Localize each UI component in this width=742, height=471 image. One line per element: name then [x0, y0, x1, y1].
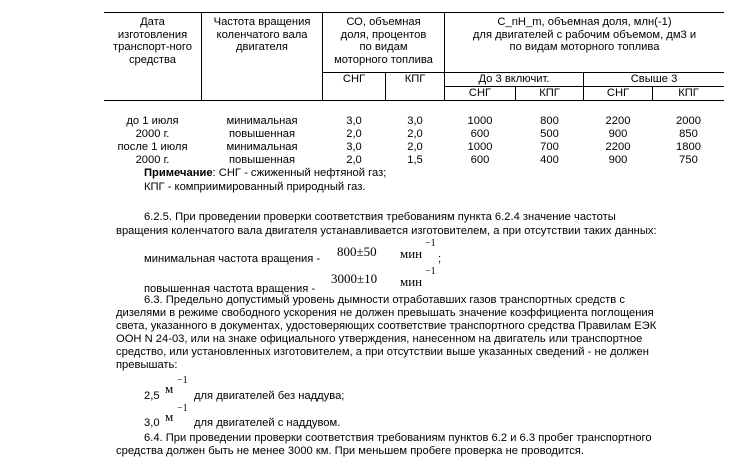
section-63-line4: ООН N 24-03, или на знаке официального утверждения, нанесенном на двигатель или транспортное: [116, 333, 643, 345]
row-co-sng: 3,0: [346, 141, 362, 153]
smoke-value-2: 3,0: [144, 417, 160, 429]
header-date: Дата изготовления транспорт-ного средства: [113, 16, 192, 66]
header-co-kpg: КПГ: [404, 73, 426, 85]
section-625-line1: 6.2.5. При проведении проверки соответствия требованиям пункта 6.2.4 значение частоты: [144, 211, 616, 223]
row-ch2-sng: 2200: [605, 115, 631, 127]
header-ch1-kpg: КПГ: [539, 87, 560, 99]
section-63-line1: 6.3. Предельно допустимый уровень дымности отработавших газов транспортных средств с: [144, 294, 625, 306]
smoke-value-1: 2,5: [144, 390, 160, 402]
section-625-line2: вращения коленчатого вала двигателя устанавливается изготовителем, а при отсутствии таких данных:: [116, 225, 657, 237]
row-date: до 1 июля: [126, 115, 179, 127]
section-63-line5: средство, или установленных изготовителем, а при отсутствии выше указанных сведений - не должен: [116, 346, 649, 358]
row-speed: повышенная: [228, 128, 296, 140]
row-co-sng: 2,0: [346, 128, 362, 140]
row-co-sng: 3,0: [346, 115, 362, 127]
table-top-rule: [104, 12, 724, 13]
min-speed-unit: мин: [400, 246, 423, 261]
smoke-unit-1: м: [165, 381, 174, 396]
high-speed-value: 3000±10: [331, 271, 378, 286]
section-63-line3: света, указанного в документах, удостоверяющих соответствие транспортного средства Правилам ЕЭК: [116, 320, 657, 332]
row-ch1-kpg: 700: [540, 141, 559, 153]
row-ch1-sng: 600: [470, 154, 490, 166]
header-ch: C_nH_m, объемная доля, млн(-1) для двигателей с рабочим объемом, дм3 и по видам моторного топлива: [472, 16, 697, 53]
header-speed: Частота вращения коленчатого вала двигателя: [213, 16, 311, 53]
row-ch1-sng: 1000: [467, 115, 493, 127]
row-ch1-sng: 1000: [467, 141, 493, 153]
row-ch1-sng: 600: [470, 128, 490, 140]
row-ch1-kpg: 400: [540, 154, 559, 166]
smoke-text-1: для двигателей без наддува;: [194, 390, 345, 402]
min-speed-end: ;: [438, 253, 442, 265]
smoke-text-2: для двигателей с наддувом.: [194, 417, 341, 429]
note-line2: КПГ - комприимированный природный газ.: [144, 181, 366, 193]
row-co-kpg: 2,0: [407, 141, 423, 153]
row-ch2-sng: 2200: [605, 141, 631, 153]
row-ch2-kpg: 850: [679, 128, 698, 140]
row-date: после 1 июля: [117, 141, 188, 153]
header-co-sng: СНГ: [342, 73, 366, 85]
high-speed-unit: мин: [400, 274, 423, 289]
min-speed-unit-exponent: −1: [425, 238, 436, 249]
smoke-unit-2-exponent: −1: [177, 403, 188, 414]
row-co-kpg: 3,0: [407, 115, 423, 127]
header-ch1-sng: СНГ: [468, 87, 492, 99]
note-text-1: : СНГ - сжиженный нефтяной газ;: [212, 167, 387, 179]
row-date: 2000 г.: [135, 154, 170, 166]
header-co: СО, объемная доля, процентов по видам моторного топлива: [334, 16, 433, 66]
high-speed-label: повышенная частота вращения -: [144, 283, 316, 295]
smoke-unit-2: м: [165, 409, 174, 424]
row-co-kpg: 1,5: [407, 154, 423, 166]
row-date: 2000 г.: [135, 128, 170, 140]
row-ch2-kpg: 1800: [676, 141, 701, 153]
note-line1: [144, 167, 386, 180]
row-ch2-sng: 900: [608, 128, 628, 140]
table-header-bottom-rule: [104, 100, 724, 101]
row-ch2-kpg: 2000: [676, 115, 701, 127]
section-63-line6: превышать:: [116, 359, 178, 371]
row-co-kpg: 2,0: [407, 128, 423, 140]
row-speed: минимальная: [226, 141, 298, 153]
note-label: Примечание: [144, 167, 213, 179]
high-speed-unit-exponent: −1: [425, 266, 436, 277]
header-group-over3: Свыше 3: [630, 73, 678, 85]
row-ch1-kpg: 800: [540, 115, 559, 127]
section-64-line1: 6.4. При проведении проверки соответствия требованиям пунктов 6.2 и 6.3 пробег транспортного: [144, 432, 652, 444]
smoke-unit-1-exponent: −1: [177, 375, 188, 386]
row-ch2-kpg: 750: [679, 154, 698, 166]
row-co-sng: 2,0: [346, 154, 362, 166]
section-63-line2: дизелями в режиме свободного ускорения не должен превышать значение коэффициента поглощения: [116, 307, 654, 319]
header-ch2-sng: СНГ: [606, 87, 630, 99]
min-speed-value: 800±50: [337, 244, 377, 259]
row-ch2-sng: 900: [608, 154, 628, 166]
row-speed: повышенная: [228, 154, 296, 166]
header-group-upto3: До 3 включит.: [478, 73, 550, 85]
min-speed-label: минимальная частота вращения -: [144, 253, 321, 265]
header-ch2-kpg: КПГ: [678, 87, 699, 99]
section-64-line2: средства должен быть не менее 3000 км. При меньшем пробеге проверка не проводится.: [116, 445, 584, 457]
row-ch1-kpg: 500: [540, 128, 559, 140]
row-speed: минимальная: [226, 115, 298, 127]
